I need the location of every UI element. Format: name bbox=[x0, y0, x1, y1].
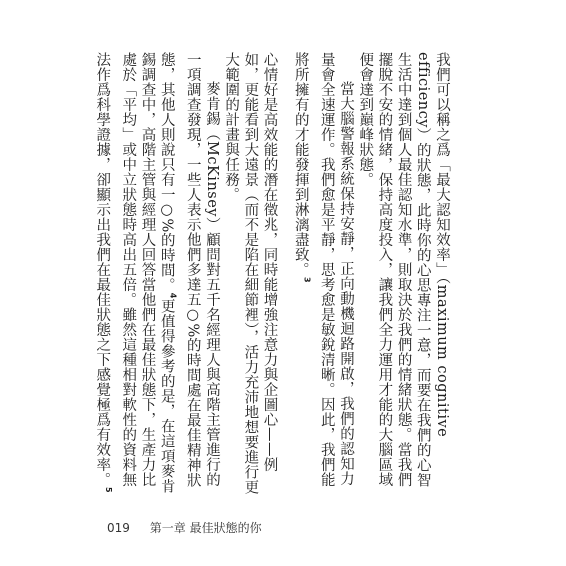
page-number: 019 bbox=[107, 521, 130, 535]
chapter-label: 第一章 bbox=[149, 521, 186, 535]
paragraph bbox=[291, 52, 355, 500]
paragraph bbox=[92, 52, 221, 500]
paragraph-text: 心情好是高效能的潛在徵兆，同時能增強注意力與企圖心——例如，更能看到大遠景（而不是陷在細節裡），活力充沛地想要進行更大範圍的計畫與任務。 bbox=[223, 52, 278, 495]
page-footer bbox=[107, 519, 262, 536]
paragraph-text: 我們可以稱之爲「最大認知效率」（maximum cognitive efficiency）的狀態，此時你的心思專注一意，而要在我們的心智生活中達到個人最佳認知水準，則取決於我們的情緒狀態。當我們擺脫不安的情緒，保持高度投入，讓我們全力運用才能的大腦區域便會達到巔峰狀態。 bbox=[357, 52, 450, 488]
chapter-title: 最佳狀態的你 bbox=[189, 521, 262, 535]
paragraph-text: 當大腦警報系統保持安靜，正向動機迴路開啟，我們的認知力量會全速運作。我們愈是平靜，思考愈是敏銳清晰。因此，我們能將所擁有的才能發揮到淋漓盡致。 bbox=[292, 52, 354, 487]
footnote-marker: 4 bbox=[168, 292, 178, 299]
paragraph bbox=[355, 52, 451, 500]
footnote-marker: 3 bbox=[302, 277, 312, 284]
paragraph-text: 更值得參考的是，在這項麥肯錫調查中，高階主管與經理人回答當他們在最佳狀態下，生產力比處於「平均」或中立狀態時高出五倍。雖然這種相對軟性的資料無法作爲科學證據，卻顯示出我們在最佳狀態之下感覺極爲有效率。 bbox=[94, 52, 175, 494]
paragraph bbox=[221, 52, 279, 500]
body-text bbox=[92, 52, 451, 500]
paragraph-text: 麥肯錫（McKinsey）顧問對五千名經理人與高階主管進行的一項調查發現，一些人表示他們多達五○%的時間處在最佳精神狀態，其他人則說只有一○%的時間。 bbox=[158, 52, 220, 488]
footnote-marker: 5 bbox=[104, 487, 114, 494]
